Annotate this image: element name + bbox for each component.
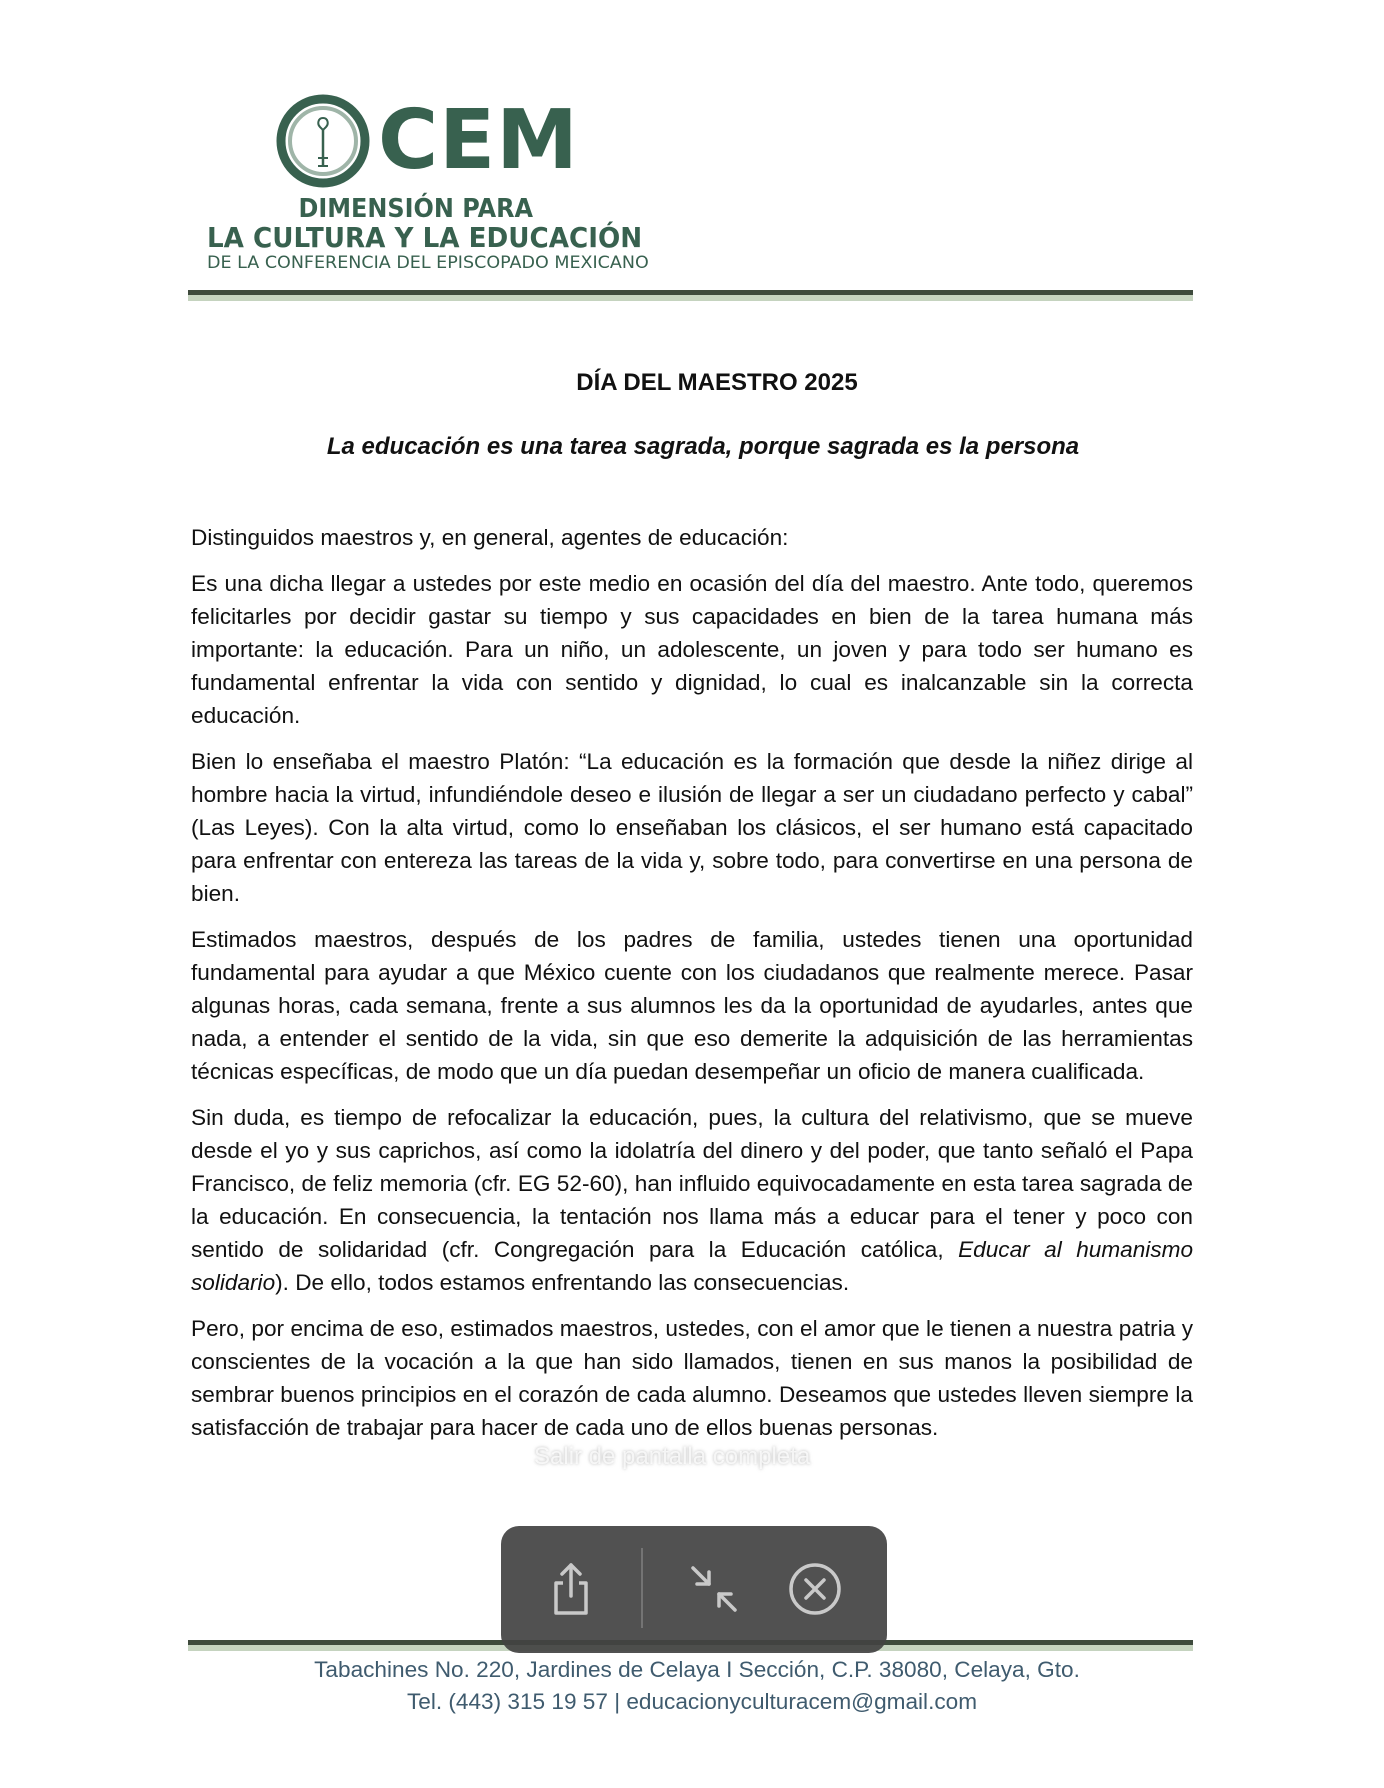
footer-contact: Tel. (443) 315 19 57 | educacionyculturacem@gmail.com [406, 1689, 978, 1714]
paragraph: Estimados maestros, después de los padres de familia, ustedes tienen una oportunidad fundamental para ayudar a que México cuente con los ciudadanos que realmente merece. Pasar algunas horas, cada semana, frente a sus alumnos les da la oportunidad de ayudarles, antes que nada, a entender el sentido de la vida, sin que eso demerite la adquisición de las herramientas técnicas específicas, de modo que un día puedan desempeñar un oficio de manera cualificada. [191, 927, 1193, 1084]
logo-line-dimension: DIMENSIÓN PARA [298, 194, 534, 224]
header-divider [188, 290, 1193, 301]
document-body [191, 521, 1193, 1457]
salutation: Distinguidos maestros y, en general, agentes de educación: [191, 525, 789, 550]
fullscreen-toolbar [501, 1526, 887, 1653]
logo-line-cultura: LA CULTURA Y LA EDUCACIÓN [207, 221, 643, 254]
share-icon [545, 1561, 597, 1617]
cited-title: Educar al humanismo solidario [191, 1237, 1194, 1295]
logo-wordmark: CEM [378, 93, 579, 188]
paragraph: Es una dicha llegar a ustedes por este medio en ocasión del día del maestro. Ante todo, queremos felicitarles por decidir gastar su tiempo y sus capacidades en bien de la tarea humana más importante: la educación. Para un niño, un adolescente, un joven y para todo ser humano es fundamental enfrentar la vida con sentido y dignidad, lo cual es inalcanzable sin la correcta educación. [191, 571, 1193, 728]
cem-logo-icon [276, 94, 370, 188]
toolbar-separator [641, 1548, 643, 1628]
close-icon [787, 1561, 843, 1617]
paragraph [191, 1101, 1193, 1299]
paragraph-text: ). De ello, todos estamos enfrentando las consecuencias. [275, 1270, 850, 1295]
paragraph: Bien lo enseñaba el maestro Platón: “La educación es la formación que desde la niñez dirige al hombre hacia la virtud, infundiéndole deseo e ilusión de llegar a ser un ciudadano perfecto y cabal” (Las Leyes). Con la alta virtud, como lo enseñaban los clásicos, el ser humano está capacitado para enfrentar con entereza las tareas de la vida y, sobre todo, para convertirse en una persona de bien. [191, 749, 1193, 906]
share-button[interactable] [538, 1556, 604, 1622]
footer-address: Tabachines No. 220, Jardines de Celaya I Sección, C.P. 38080, Celaya, Gto. [314, 1657, 1080, 1682]
exit-fullscreen-button[interactable] [681, 1556, 747, 1622]
logo-line-conferencia: DE LA CONFERENCIA DEL EPISCOPADO MEXICANO [207, 253, 649, 273]
exit-fullscreen-hint: Salir de pantalla completa [534, 1443, 811, 1470]
exit-fullscreen-icon [687, 1562, 741, 1616]
document-title: DÍA DEL MAESTRO 2025 [576, 369, 858, 396]
close-button[interactable] [782, 1556, 848, 1622]
paragraph: Pero, por encima de eso, estimados maestros, ustedes, con el amor que le tienen a nuestra patria y conscientes de la vocación a la que han sido llamados, tienen en sus manos la posibilidad de sembrar buenos principios en el corazón de cada alumno. Deseamos que ustedes lleven siempre la satisfacción de trabajar para hacer de cada uno de ellos buenas personas. [191, 1316, 1193, 1440]
paragraph-text: Sin duda, es tiempo de refocalizar la educación, pues, la cultura del relativismo, que se mueve desde el yo y sus caprichos, así como la idolatría del dinero y del poder, que tanto señaló el Papa Francisco, de feliz memoria (cfr. EG 52-60), han influido equivocadamente en esta tarea sagrada de la educación. En consecuencia, la tentación nos llama más a educar para el tener y poco con sentido de solidaridad (cfr. Congregación para la Educación católica, [191, 1105, 1193, 1262]
document-subtitle: La educación es una tarea sagrada, porque sagrada es la persona [326, 433, 1080, 460]
